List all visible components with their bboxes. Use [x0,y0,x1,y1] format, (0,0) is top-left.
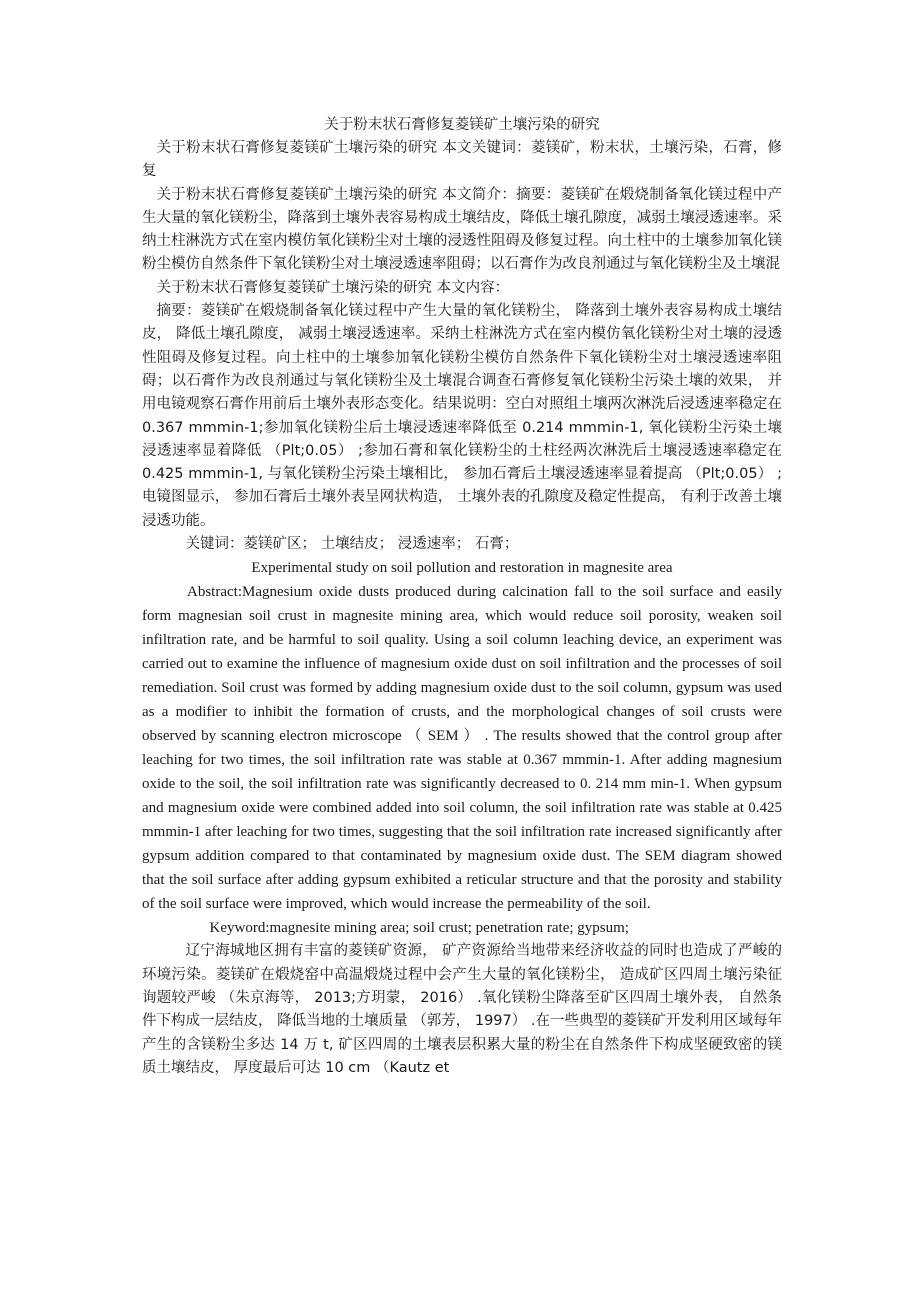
keywords-cn: 关键词：菱镁矿区； 土壤结皮； 浸透速率； 石膏； [185,536,519,553]
content-line: 关于粉末状石膏修复菱镁矿土壤污染的研究 本文内容： [156,279,510,296]
keywords-line: 关于粉末状石膏修复菱镁矿土壤污染的研究 本文关键词：菱镁矿，粉末状，土壤污染，石膏，修复 [142,140,782,180]
intro-line: 关于粉末状石膏修复菱镁矿土壤污染的研究 本文简介：摘要：菱镁矿在煅烧制备氧化镁过程中产生大量的氧化镁粉尘，降落到土壤外表容易构成土壤结皮，降低土壤孔隙度，减弱土壤浸透速率。采纳土柱淋洗方式在室内模仿氧化镁粉尘对土壤的浸透性阻碍及修复过程。向土柱中的土壤参加氧化镁粉尘模仿自然条件下氧化镁粉尘对土壤浸透速率阻碍；以石膏作为改良剂通过与氧化镁粉尘及土壤混 [142,186,782,273]
abstract-cn: 摘要：菱镁矿在煅烧制备氧化镁过程中产生大量的氧化镁粉尘， 降落到土壤外表容易构成土壤结皮， 降低土壤孔隙度， 减弱土壤浸透速率。采纳土柱淋洗方式在室内模仿氧化镁粉尘对土壤的浸透性阻碍及修复过程。向土柱中的土壤参加氧化镁粉尘模仿自然条件下氧化镁粉尘对土壤浸透速率阻碍；以石膏作为改良剂通过与氧化镁粉尘及土壤混合调查石膏修复氧化镁粉尘污染土壤的效果， 并用电镜观察石膏作用前后土壤外表形态变化。结果说明：空白对照组土壤两次淋洗后浸透速率稳定在 0.367 mmmin-1;参加氧化镁粉尘后土壤浸透速率降低至 0.214 mmmin-1, 氧化镁粉尘污染土壤浸透速率显着降低 （Plt;0.05） ;参加石膏和氧化镁粉尘的土柱经两次淋洗后土壤浸透速率稳定在 0.425 mmmin-1, 与氧化镁粉尘污染土壤相比， 参加石膏后土壤浸透速率显着提高 （Plt;0.05） ;电镜图显示， 参加石膏后土壤外表呈网状构造， 土壤外表的孔隙度及稳定性提高， 有利于改善土壤浸透功能。 [142,303,782,529]
document-page [142,114,782,1080]
document-title: 关于粉末状石膏修复菱镁矿土壤污染的研究 [324,117,600,133]
body-paragraph: 辽宁海城地区拥有丰富的菱镁矿资源， 矿产资源给当地带来经济收益的同时也造成了严峻的环境污染。菱镁矿在煅烧窑中高温煅烧过程中会产生大量的氧化镁粉尘， 造成矿区四周土壤污染征询题较严峻 （朱京海等， 2013;方玥蒙， 2016） .氧化镁粉尘降落至矿区四周土壤外表， 自然条件下构成一层结皮， 降低当地的土壤质量 （郭芳， 1997） .在一些典型的菱镁矿开发利用区域每年产生的含镁粉尘多达 14 万 t, 矿区四周的土壤表层积累大量的粉尘在自然条件下构成坚硬致密的镁质土壤结皮， 厚度最后可达 10 cm （Kautz et [142,943,782,1076]
keywords-en: Keyword:magnesite mining area; soil crust; penetration rate; gypsum; [209,920,629,937]
abstract-en: Abstract:Magnesium oxide dusts produced during calcination fall to the soil surface and easily form magnesian soil crust in magnesite mining area, which would reduce soil porosity, weaken soil infiltration rate, and be harmful to soil quality. Using a soil column leaching device, an experiment was carried out to examine the influence of magnesium oxide dust on soil infiltration and the processes of soil remediation. Soil crust was formed by adding magnesium oxide dust to the soil column, gypsum was used as a modifier to inhibit the formation of crusts, and the morphological changes of soil crusts were observed by scanning electron microscope （ SEM ） . The results showed that the control group after leaching for two times, the soil infiltration rate was stable at 0.367 mmmin-1. After adding magnesium oxide to the soil, the soil infiltration rate was significantly decreased to 0. 214 mm min-1. When gypsum and magnesium oxide were combined added into soil column, the soil infiltration rate was stable at 0.425 mmmin-1 after leaching for two times, suggesting that the soil infiltration rate increased significantly after gypsum addition compared to that contaminated by magnesium oxide dust. The SEM diagram showed that the soil surface after adding gypsum exhibited a reticular structure and that the porosity and stability of the soil surface were improved, which would increase the permeability of the soil. [142,584,782,913]
english-title: Experimental study on soil pollution and restoration in magnesite area [251,560,673,577]
